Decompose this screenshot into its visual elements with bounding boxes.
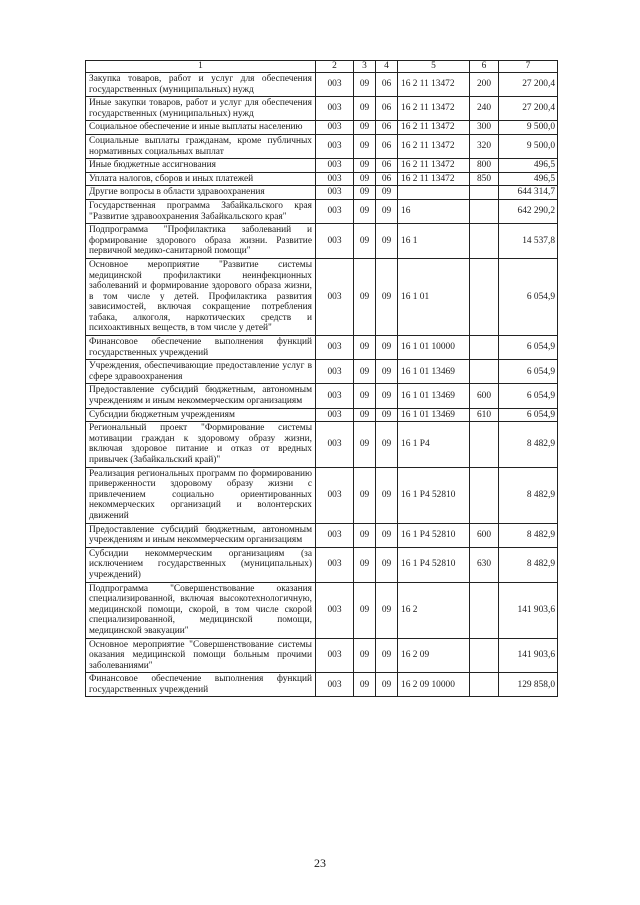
admin-code-cell: 003 (316, 97, 354, 121)
subsection-code-cell: 09 (376, 467, 398, 523)
target-article-cell: 16 2 11 13472 (398, 121, 470, 135)
target-article-cell (398, 186, 470, 200)
amount-cell: 644 314,7 (499, 186, 558, 200)
amount-cell: 27 200,4 (499, 73, 558, 97)
expense-type-cell: 630 (470, 547, 499, 582)
table-row (86, 360, 558, 384)
section-code-cell: 09 (354, 547, 376, 582)
expense-type-cell: 240 (470, 97, 499, 121)
admin-code-cell: 003 (316, 73, 354, 97)
admin-code-cell: 003 (316, 523, 354, 547)
expense-type-cell (470, 422, 499, 467)
subsection-code-cell: 09 (376, 673, 398, 697)
budget-table (85, 60, 558, 697)
table-row (86, 547, 558, 582)
row-name-cell: Основное мероприятие "Развитие системы медицинской профилактики неинфекционных заболеваний и формирование здорового образа жизни, в том числе у детей. Профилактика развития зависимостей, включая сокращение потребления табака, алкоголя, наркотических средств и психоактивных веществ, в том числе у детей" (86, 258, 316, 335)
subsection-code-cell: 06 (376, 73, 398, 97)
row-name-cell: Финансовое обеспечение выполнения функций государственных учреждений (86, 673, 316, 697)
expense-type-cell (470, 199, 499, 223)
amount-cell: 8 482,9 (499, 467, 558, 523)
section-code-cell: 09 (354, 172, 376, 186)
target-article-cell: 16 1 P4 52810 (398, 547, 470, 582)
page-number: 23 (314, 856, 326, 870)
target-article-cell: 16 2 11 13472 (398, 73, 470, 97)
amount-cell: 6 054,9 (499, 336, 558, 360)
expense-type-cell (470, 186, 499, 200)
row-name-cell: Региональный проект "Формирование системы мотивации граждан к здоровому образу жизни, включая здоровое питание и отказ от вредных привычек (Забайкальский край)" (86, 422, 316, 467)
amount-cell: 642 290,2 (499, 199, 558, 223)
expense-type-cell: 300 (470, 121, 499, 135)
admin-code-cell: 003 (316, 172, 354, 186)
section-code-cell: 09 (354, 159, 376, 173)
header-cell: 5 (398, 61, 470, 73)
subsection-code-cell: 06 (376, 134, 398, 158)
section-code-cell: 09 (354, 121, 376, 135)
subsection-code-cell: 06 (376, 172, 398, 186)
row-name-cell: Иные бюджетные ассигнования (86, 159, 316, 173)
row-name-cell: Другие вопросы в области здравоохранения (86, 186, 316, 200)
expense-type-cell (470, 582, 499, 638)
table-row (86, 523, 558, 547)
table-row (86, 159, 558, 173)
row-name-cell: Предоставление субсидий бюджетным, автономным учреждениям и иным некоммерческим организациям (86, 523, 316, 547)
admin-code-cell: 003 (316, 547, 354, 582)
admin-code-cell: 003 (316, 134, 354, 158)
table-row (86, 408, 558, 422)
amount-cell: 14 537,8 (499, 224, 558, 259)
section-code-cell: 09 (354, 97, 376, 121)
table-row (86, 73, 558, 97)
table-row (86, 199, 558, 223)
row-name-cell: Социальное обеспечение и иные выплаты населению (86, 121, 316, 135)
header-cell: 6 (470, 61, 499, 73)
expense-type-cell (470, 224, 499, 259)
target-article-cell: 16 1 01 13469 (398, 384, 470, 408)
amount-cell: 9 500,0 (499, 134, 558, 158)
amount-cell: 6 054,9 (499, 258, 558, 335)
table-row (86, 97, 558, 121)
expense-type-cell (470, 258, 499, 335)
subsection-code-cell: 09 (376, 336, 398, 360)
table-row (86, 467, 558, 523)
table-row (86, 422, 558, 467)
row-name-cell: Субсидии бюджетным учреждениям (86, 408, 316, 422)
row-name-cell: Финансовое обеспечение выполнения функций государственных учреждений (86, 336, 316, 360)
target-article-cell: 16 1 P4 52810 (398, 467, 470, 523)
row-name-cell: Подпрограмма "Совершенствование оказания специализированной, включая высокотехнологичную, медицинской помощи, скорой, в том числе скорой специализированной, медицинской помощи, медицинской эвакуации" (86, 582, 316, 638)
amount-cell: 8 482,9 (499, 422, 558, 467)
expense-type-cell: 850 (470, 172, 499, 186)
section-code-cell: 09 (354, 523, 376, 547)
table-header-row (86, 61, 558, 73)
amount-cell: 496,5 (499, 159, 558, 173)
table-row (86, 582, 558, 638)
expense-type-cell (470, 336, 499, 360)
header-cell: 3 (354, 61, 376, 73)
amount-cell: 27 200,4 (499, 97, 558, 121)
target-article-cell: 16 1 01 13469 (398, 408, 470, 422)
admin-code-cell: 003 (316, 258, 354, 335)
expense-type-cell: 600 (470, 523, 499, 547)
target-article-cell: 16 (398, 199, 470, 223)
row-name-cell: Социальные выплаты гражданам, кроме публичных нормативных социальных выплат (86, 134, 316, 158)
subsection-code-cell: 09 (376, 422, 398, 467)
admin-code-cell: 003 (316, 384, 354, 408)
expense-type-cell: 200 (470, 73, 499, 97)
subsection-code-cell: 09 (376, 199, 398, 223)
subsection-code-cell: 06 (376, 97, 398, 121)
header-cell: 7 (499, 61, 558, 73)
amount-cell: 8 482,9 (499, 523, 558, 547)
admin-code-cell: 003 (316, 467, 354, 523)
section-code-cell: 09 (354, 360, 376, 384)
admin-code-cell: 003 (316, 582, 354, 638)
target-article-cell: 16 2 09 10000 (398, 673, 470, 697)
table-row (86, 336, 558, 360)
target-article-cell: 16 2 11 13472 (398, 97, 470, 121)
section-code-cell: 09 (354, 73, 376, 97)
table-row (86, 224, 558, 259)
target-article-cell: 16 1 01 13469 (398, 360, 470, 384)
amount-cell: 129 858,0 (499, 673, 558, 697)
section-code-cell: 09 (354, 408, 376, 422)
row-name-cell: Субсидии некоммерческим организациям (за исключением государственных (муниципальных) учреждений) (86, 547, 316, 582)
amount-cell: 496,5 (499, 172, 558, 186)
admin-code-cell: 003 (316, 336, 354, 360)
section-code-cell: 09 (354, 384, 376, 408)
expense-type-cell (470, 360, 499, 384)
row-name-cell: Иные закупки товаров, работ и услуг для обеспечения государственных (муниципальных) нужд (86, 97, 316, 121)
expense-type-cell: 320 (470, 134, 499, 158)
subsection-code-cell: 09 (376, 582, 398, 638)
row-name-cell: Подпрограмма "Профилактика заболеваний и формирование здорового образа жизни. Развитие первичной медико-санитарной помощи" (86, 224, 316, 259)
subsection-code-cell: 09 (376, 360, 398, 384)
target-article-cell: 16 1 P4 52810 (398, 523, 470, 547)
table-row (86, 172, 558, 186)
table-row (86, 134, 558, 158)
admin-code-cell: 003 (316, 408, 354, 422)
admin-code-cell: 003 (316, 199, 354, 223)
admin-code-cell: 003 (316, 422, 354, 467)
table-row (86, 258, 558, 335)
amount-cell: 6 054,9 (499, 408, 558, 422)
target-article-cell: 16 1 (398, 224, 470, 259)
amount-cell: 9 500,0 (499, 121, 558, 135)
section-code-cell: 09 (354, 186, 376, 200)
table-row (86, 121, 558, 135)
row-name-cell: Закупка товаров, работ и услуг для обеспечения государственных (муниципальных) нужд (86, 73, 316, 97)
section-code-cell: 09 (354, 336, 376, 360)
subsection-code-cell: 09 (376, 384, 398, 408)
admin-code-cell: 003 (316, 186, 354, 200)
row-name-cell: Государственная программа Забайкальского края "Развитие здравоохранения Забайкальского края" (86, 199, 316, 223)
header-cell: 2 (316, 61, 354, 73)
subsection-code-cell: 09 (376, 186, 398, 200)
section-code-cell: 09 (354, 258, 376, 335)
row-name-cell: Уплата налогов, сборов и иных платежей (86, 172, 316, 186)
expense-type-cell: 600 (470, 384, 499, 408)
table-row (86, 384, 558, 408)
row-name-cell: Учреждения, обеспечивающие предоставление услуг в сфере здравоохранения (86, 360, 316, 384)
admin-code-cell: 003 (316, 121, 354, 135)
section-code-cell: 09 (354, 199, 376, 223)
table-row (86, 638, 558, 673)
amount-cell: 6 054,9 (499, 384, 558, 408)
subsection-code-cell: 09 (376, 224, 398, 259)
row-name-cell: Предоставление субсидий бюджетным, автономным учреждениям и иным некоммерческим организациям (86, 384, 316, 408)
target-article-cell: 16 1 01 10000 (398, 336, 470, 360)
subsection-code-cell: 06 (376, 159, 398, 173)
amount-cell: 6 054,9 (499, 360, 558, 384)
header-cell: 1 (86, 61, 316, 73)
section-code-cell: 09 (354, 582, 376, 638)
expense-type-cell (470, 673, 499, 697)
admin-code-cell: 003 (316, 159, 354, 173)
section-code-cell: 09 (354, 224, 376, 259)
target-article-cell: 16 2 11 13472 (398, 159, 470, 173)
amount-cell: 141 903,6 (499, 582, 558, 638)
target-article-cell: 16 2 (398, 582, 470, 638)
amount-cell: 141 903,6 (499, 638, 558, 673)
row-name-cell: Реализация региональных программ по формированию приверженности здоровому образу жизни с привлечением социально ориентированных некоммерческих организаций и волонтерских движений (86, 467, 316, 523)
target-article-cell: 16 2 11 13472 (398, 134, 470, 158)
target-article-cell: 16 1 01 (398, 258, 470, 335)
target-article-cell: 16 2 09 (398, 638, 470, 673)
target-article-cell: 16 1 P4 (398, 422, 470, 467)
expense-type-cell (470, 467, 499, 523)
section-code-cell: 09 (354, 638, 376, 673)
expense-type-cell: 800 (470, 159, 499, 173)
subsection-code-cell: 09 (376, 408, 398, 422)
row-name-cell: Основное мероприятие "Совершенствование системы оказания медицинской помощи больным прочими заболеваниями" (86, 638, 316, 673)
admin-code-cell: 003 (316, 360, 354, 384)
subsection-code-cell: 09 (376, 523, 398, 547)
target-article-cell: 16 2 11 13472 (398, 172, 470, 186)
subsection-code-cell: 06 (376, 121, 398, 135)
expense-type-cell: 610 (470, 408, 499, 422)
expense-type-cell (470, 638, 499, 673)
header-cell: 4 (376, 61, 398, 73)
admin-code-cell: 003 (316, 638, 354, 673)
section-code-cell: 09 (354, 467, 376, 523)
subsection-code-cell: 09 (376, 547, 398, 582)
amount-cell: 8 482,9 (499, 547, 558, 582)
admin-code-cell: 003 (316, 673, 354, 697)
section-code-cell: 09 (354, 673, 376, 697)
section-code-cell: 09 (354, 422, 376, 467)
table-row (86, 186, 558, 200)
admin-code-cell: 003 (316, 224, 354, 259)
section-code-cell: 09 (354, 134, 376, 158)
table-row (86, 673, 558, 697)
subsection-code-cell: 09 (376, 638, 398, 673)
subsection-code-cell: 09 (376, 258, 398, 335)
